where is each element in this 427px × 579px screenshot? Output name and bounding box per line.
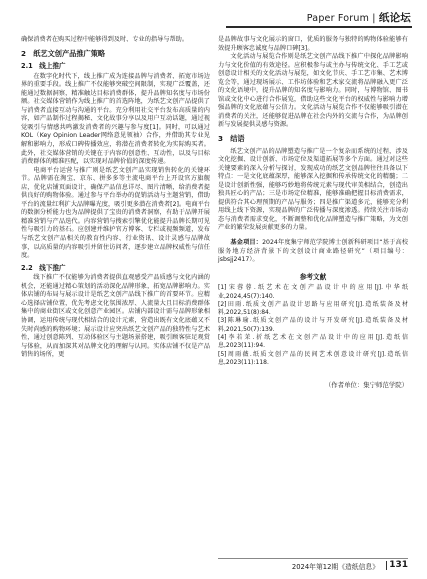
footer-separator: [386, 561, 387, 570]
page-header: [0, 0, 427, 36]
section-name: 纸论坛: [378, 12, 411, 24]
reference-item: [2]田雨.纸质文创产品设计思路与应用研究[J].造纸装备及材料,2022,51(8):84.: [218, 300, 408, 317]
left-column: [21, 36, 210, 360]
paragraph: 文化活动与展览合作则是纸艺文创产品线下推广中探化品牌影响力与文化价值的有效途径。应积极参与或主办与传统文化、手工艺或创意设计相关的文化活动与展览，如文化节庆、手工艺市集、艺术博览会等，通过现场展示、工作坊体验和艺术家交流将品牌融入更广泛的文化语境中，提升品牌的知名度与影响力。同时，与博物馆、图书馆或文化中心进行合作展览，借助这些文化平台的权威性与影响力增强品牌的文化底蕴与公信力。文化活动与展览合作不仅能够吸引潜在消费者的关注，还能够促进品牌在社会内外的交流与合作，为品牌创新与发展提供灵感与资源。: [218, 53, 408, 129]
fund-text: 2024年度集宁师范学院博士创新科研项目“基于高校服务地方经济背景下的文创设计商业路径研究”（项目编号：jsbsjj2417）。: [218, 239, 409, 264]
reference-item: [3]陈琳瑜.纸质文创产品的设计与开发研究[J].造纸装备及材料,2021,50(7):139.: [218, 317, 408, 333]
subsection-heading: 2.1 线上推广: [21, 62, 66, 71]
page-footer: [0, 558, 427, 572]
section-heading: 2 纸艺文创产品推广策略: [21, 48, 106, 58]
reference-item: [4]李若茉.折纸艺术在文创产品设计中的应用[J].造纸信息,2023(11):94.: [218, 334, 408, 350]
reference-item: [5]周雨薇.纸质文创产品的民间艺术创意设计研究[J].造纸信息,2023(11):118.: [218, 350, 408, 366]
paragraph: 线下推广不仅能够为消费者提供直观感受产品质感与文化内涵的机会，还能通过精心策划的活动深化品牌形象，拓宽品牌影响力。实体店铺的布局与展示设计是纸艺文创产品线下推广的首要环节。应精心选择店铺位置，优先考虑文化氛围浓厚、人流量大且目标消费群体集中的商业街区或文化创意产业园区。店铺内部设计需与品牌形象相协调，运用传统与现代相结合的设计元素，营造出既有文化底蕴又不失时尚感的购物环境；展示设计应突出纸艺文创产品的独特性与艺术性，通过创意陈列、互动体验区与主题场景搭建，吸引顾客驻足观赏与体验，从而加深其对品牌文化的理解与认同。实体店铺不仅是产品销售的场所，更: [21, 274, 210, 359]
section-heading: 3 结语: [218, 134, 245, 144]
subsection-heading: 2.2 线下推广: [21, 263, 66, 272]
paragraph: 电商平台运营与推广则是纸艺文创产品实现销售转化的关键环节。品牌需在淘宝、京东、拼多多等主流电商平台上开设官方旗舰店，优化店铺页面设计，确保产品信息详尽、图片清晰，给消费者提供良好的购物体验。通过参与平台举办的促销活动与主题营销，借助平台的流量红利扩大品牌曝光度，吸引更多潜在消费者[2]。电商平台的数据分析能力也为品牌提供了宝贵的消费者洞察，有助于品牌开展精准营销与产品迭代。内容营销与搜索引擎优化能提升品牌长期可见性与吸引力的基石。应创建并维护官方博客、专栏或视频频道，发布与纸艺文创产品相关的教育性内容、行业资讯、设计灵感与品牌故事，以高质量的内容吸引并留住访问者，逐步建立品牌权威性与信任度。: [21, 166, 210, 260]
issue-info: 2024年第12期《造纸信息》: [291, 563, 379, 571]
reference-item: [1]宋蓉蓉.纸艺术在文创产品设计中的应用[J].中华纸业,2024,45(7):140.: [218, 284, 408, 300]
fund-note: [218, 239, 408, 265]
right-column: [218, 36, 408, 390]
paragraph: 在数字化时代下，线上推广成为连接品牌与消费者、拓宽市场边界的重要手段。线上推广不仅能够突破空间限制，实现广泛覆盖，还能通过数据洞察，精准触达目标消费群体，提升品牌知名度与市场份额。社交媒体营销作为线上推广的首选阵地，为纸艺文创产品提供了与消费者直接互动与沟通的平台。充分利用社交平台发布高质量的内容，如产品制作过程揭秘、文化故事分享以及用户互动话题，通过视觉吸引与情感共鸣激发消费者的兴趣与参与度[1]。同时，可以通过KOL（Key Opinion Leader网络意见领袖）合作，并借助其专业见解和影响力，形成口碑传播效应，将潜在消费者转化为实际购买者。此外，社交媒体营销的关键在于内容的创意性、互动性，以及与目标消费群体的精准匹配，以实现对品牌价值的深度传递。: [21, 72, 210, 166]
journal-name: Paper Forum: [306, 13, 370, 24]
author-affiliation: （作者单位：集宁师范学院）: [324, 381, 408, 390]
references-title: 参考文献: [299, 272, 327, 281]
paragraph: 纸艺文创产品的品牌塑造与推广是一个复杂而系统的过程，涉及文化挖掘、设计创新、市场定位及渠道拓展等多个方面。通过对这些关键要素的深入分析与探讨，发现成功的纸艺文创品牌往往具备以下特点：一是文化底蕴深厚，能够深入挖掘和传承传统文化的精髓；二是设计创新性强，能够巧妙地将传统元素与现代审美相结合，创造出独具匠心的产品；三是市场定位精准，能够准确把握目标消费需求，提供符合其心理预期的产品与服务；四是推广渠道多元，能够充分利用线上线下资源，实现品牌的广泛传播与深度渗透。持续关注市场动态与消费者需求变化，不断调整和优化品牌塑造与推广策略，为文创产业的繁荣发展贡献更多的力量。: [218, 147, 408, 232]
footer-rule: [218, 558, 408, 559]
header-rule: [226, 26, 412, 28]
page-number: 131: [389, 560, 408, 570]
paragraph: 确保消费者在购买过程中能够得到及时、专业的指导与帮助。: [21, 36, 189, 43]
fund-label: 基金项目：: [230, 239, 263, 247]
references-list: [218, 284, 408, 367]
running-head: Paper Forum | 纸论坛: [306, 12, 411, 24]
paragraph: 是品牌故事与文化展示的窗口，优质的服务与独特的购物体验能够有效提升顾客忠诚度与品牌口碑[3]。: [218, 36, 408, 52]
